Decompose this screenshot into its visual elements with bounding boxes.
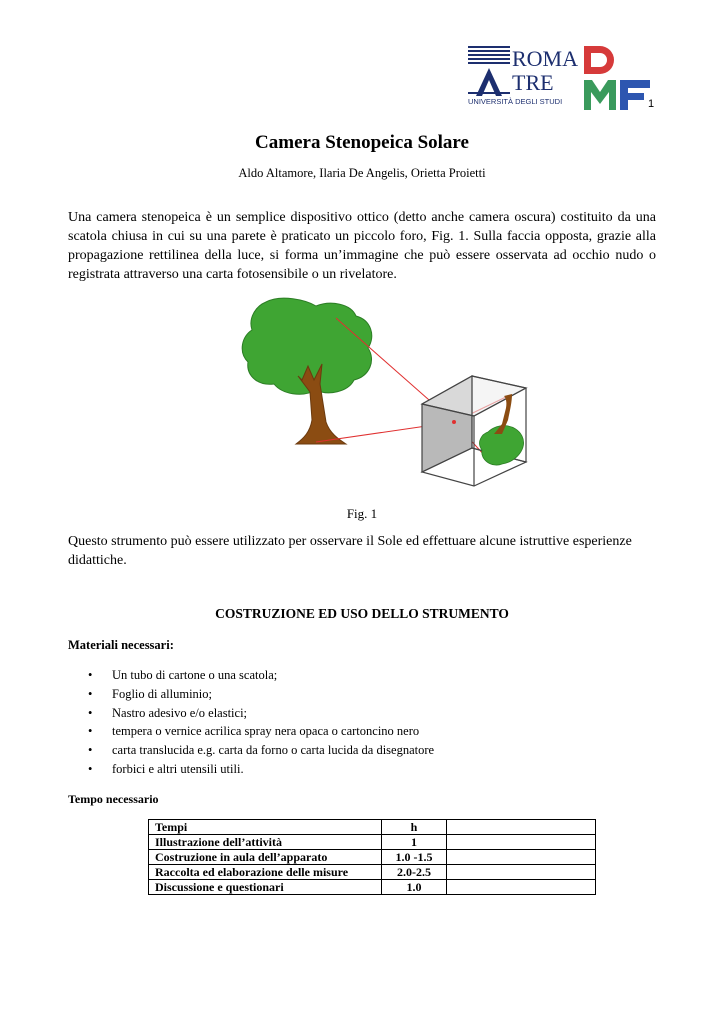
table-row (149, 835, 596, 850)
logo-university-text: UNIVERSITÀ DEGLI STUDI (468, 97, 563, 106)
page-number: 1 (648, 98, 655, 110)
table-cell: Raccolta ed elaborazione delle misure (149, 865, 382, 880)
time-heading: Tempo necessario (68, 792, 159, 806)
list-item: • forbici e altri utensili utili. (88, 760, 434, 779)
bullet-icon: • (88, 761, 93, 776)
document-authors: Aldo Altamore, Ilaria De Angelis, Orietta Proietti (238, 166, 486, 180)
table-cell: 1.0 (382, 880, 447, 895)
table-cell (447, 820, 596, 835)
table-cell (447, 865, 596, 880)
table-row (149, 850, 596, 865)
table-cell: Illustrazione dell’attività (149, 835, 382, 850)
list-item: • Un tubo di cartone o una scatola; (88, 666, 434, 685)
document-title: Camera Stenopeica Solare (255, 132, 469, 153)
table-cell (447, 880, 596, 895)
dmf-logo-icon (582, 44, 654, 114)
logo-roma-text: ROMA (512, 46, 579, 71)
list-item: • tempera o vernice acrilica spray nera opaca o cartoncino nero (88, 722, 434, 741)
table-cell: Costruzione in aula dell’apparato (149, 850, 382, 865)
table-cell: Tempi (149, 820, 382, 835)
table-cell: h (382, 820, 447, 835)
logo-tre-text: TRE (512, 70, 554, 95)
usage-paragraph: Questo strumento può essere utilizzato per osservare il Sole ed effettuare alcune istruttive esperienze didattiche. (68, 534, 632, 568)
table-header-row (149, 820, 596, 835)
roma-tre-logo (468, 44, 580, 112)
table-row (149, 880, 596, 895)
time-table (148, 819, 596, 895)
table-row (149, 865, 596, 880)
bullet-icon: • (88, 686, 93, 701)
intro-paragraph: Una camera stenopeica è un semplice dispositivo ottico (detto anche camera oscura) costituito da una scatola chiusa in cui su una parete è praticato un piccolo foro, Fig. 1. Sulla faccia opposta, grazie alla propagazione rettilinea della luce, si forma un’immagine che può essere osservata ad occhio nudo o registrata attraverso una carta fotosensibile o un rivelatore. (68, 210, 656, 282)
bullet-icon: • (88, 705, 93, 720)
bullet-icon: • (88, 743, 93, 758)
materials-list (88, 666, 434, 779)
materials-heading: Materiali necessari: (68, 638, 174, 652)
list-item: • carta translucida e.g. carta da forno o carta lucida da disegnatore (88, 741, 434, 760)
list-item: • Nastro adesivo e/o elastici; (88, 704, 434, 723)
table-cell: Discussione e questionari (149, 880, 382, 895)
university-logo (468, 44, 658, 116)
list-item: • Foglio di alluminio; (88, 685, 434, 704)
table-cell (447, 850, 596, 865)
table-cell: 1.0 -1.5 (382, 850, 447, 865)
roma-tre-emblem-icon (468, 46, 512, 98)
table-cell: 1 (382, 835, 447, 850)
section-heading: COSTRUZIONE ED USO DELLO STRUMENTO (215, 606, 509, 621)
bullet-icon: • (88, 668, 93, 682)
pinhole-camera-figure (236, 292, 536, 492)
table-cell: 2.0-2.5 (382, 865, 447, 880)
figure-caption: Fig. 1 (346, 506, 378, 521)
bullet-icon: • (88, 724, 93, 739)
table-cell (447, 835, 596, 850)
